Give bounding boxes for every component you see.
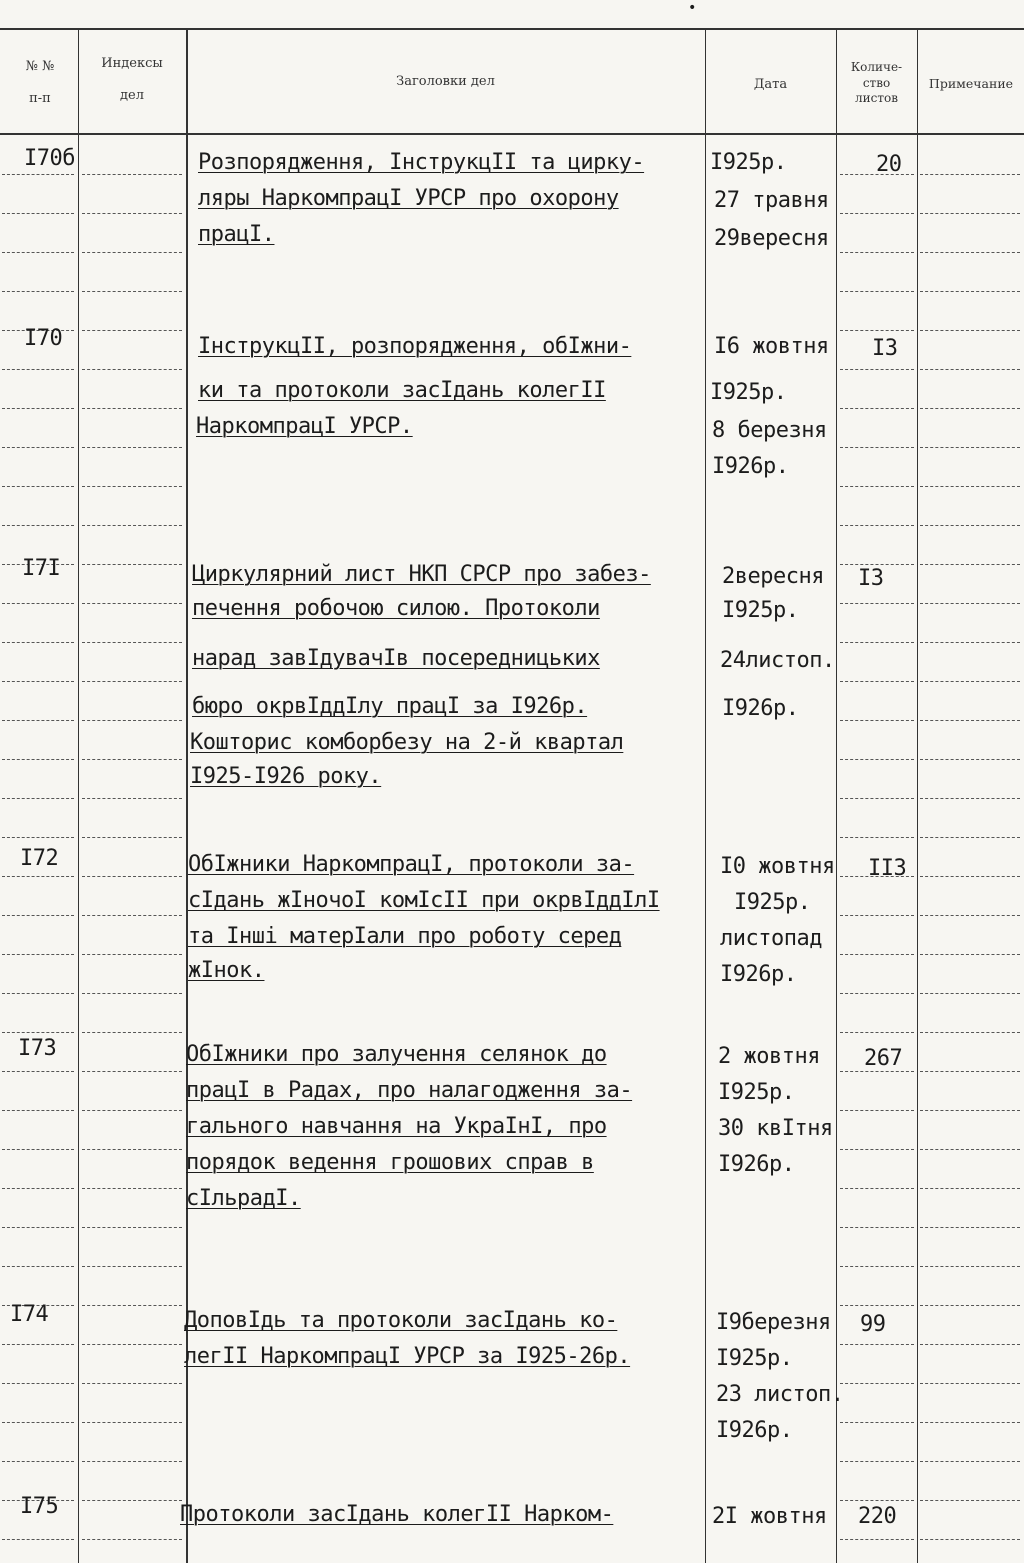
ruling-segment — [920, 1500, 1020, 1501]
ruling-segment — [2, 603, 74, 604]
ruling-segment — [840, 798, 914, 799]
header-top-border — [0, 28, 1024, 30]
ruling-segment — [2, 876, 74, 877]
ruling-segment — [920, 1422, 1020, 1423]
column-divider — [836, 28, 837, 1563]
ruling-segment — [840, 1305, 914, 1306]
header-label: Примечание — [928, 76, 1014, 91]
ruling-segment — [82, 447, 182, 448]
header-label: Количе- — [850, 60, 903, 74]
ruling-segment — [82, 1500, 182, 1501]
record-date-line: 27 травня — [714, 188, 829, 213]
ruling-segment — [2, 486, 74, 487]
ruling-segment — [2, 720, 74, 721]
ruling-segment — [840, 1032, 914, 1033]
record-number: I75 — [20, 1494, 59, 1519]
ruling-segment — [920, 1032, 1020, 1033]
record-date-line: I926р. — [716, 1418, 793, 1443]
record-date-line: листопад — [720, 926, 822, 951]
record-number: I7I — [22, 556, 61, 581]
record-title-line: ІнструкцІІ, розпорядження, обІжни- — [198, 334, 632, 359]
record-title-line: Розпорядження, ІнструкцІІ та цирку- — [198, 150, 645, 175]
record-title-line: ОбІжники НаркомпрацІ, протоколи за- — [188, 852, 635, 877]
header-label: Дата — [753, 77, 788, 92]
ruling-segment — [82, 681, 182, 682]
ruling-segment — [82, 993, 182, 994]
ruling-segment — [920, 525, 1020, 526]
header-label: ство — [862, 75, 891, 90]
record-date-line: I925р. — [718, 1080, 795, 1105]
record-title-line: печення робочою силою. Протоколи — [192, 596, 600, 621]
ruling-segment — [840, 915, 914, 916]
ruling-segment — [82, 837, 182, 838]
ruling-segment — [840, 1461, 914, 1462]
ruling-segment — [920, 1227, 1020, 1228]
ruling-segment — [2, 1227, 74, 1228]
ruling-segment — [920, 369, 1020, 370]
ruling-segment — [840, 642, 914, 643]
ruling-segment — [82, 1188, 182, 1189]
ruling-segment — [920, 447, 1020, 448]
record-date-line: I925р. — [734, 890, 811, 915]
header-label: листов — [855, 91, 898, 106]
ruling-segment — [840, 1344, 914, 1345]
ruling-segment — [82, 1149, 182, 1150]
record-sheet-count: 20 — [876, 152, 902, 177]
ruling-segment — [82, 564, 182, 565]
ruling-segment — [2, 252, 74, 253]
ruling-segment — [82, 1227, 182, 1228]
record-title-line: бюро окрвІддІлу працІ за I926р. — [192, 694, 588, 719]
ruling-segment — [82, 525, 182, 526]
record-number: I70 — [24, 326, 63, 351]
record-title-line: працІ. — [198, 222, 275, 247]
ruling-segment — [840, 1149, 914, 1150]
header-col-index — [80, 55, 184, 104]
ruling-segment — [840, 603, 914, 604]
ruling-segment — [82, 291, 182, 292]
ruling-segment — [840, 759, 914, 760]
ruling-segment — [840, 954, 914, 955]
ruling-segment — [920, 993, 1020, 994]
ruling-segment — [82, 1344, 182, 1345]
record-title-line: та Інші матерІали про роботу серед — [188, 924, 622, 949]
ruling-segment — [920, 291, 1020, 292]
ruling-segment — [2, 1539, 74, 1540]
ruling-segment — [840, 408, 914, 409]
record-sheet-count: I3 — [872, 336, 898, 361]
ruling-segment — [2, 1344, 74, 1345]
ruling-segment — [840, 330, 914, 331]
record-title-line: Кошторис комборбезу на 2-й квартал — [190, 730, 624, 755]
record-title-line: легІІ НаркомпрацІ УРСР за I925-26р. — [184, 1344, 631, 1369]
ruling-segment — [2, 1188, 74, 1189]
record-date-line: 29вересня — [714, 226, 829, 251]
ruling-segment — [82, 798, 182, 799]
record-date-line: I925р. — [722, 598, 799, 623]
ruling-segment — [920, 642, 1020, 643]
ruling-segment — [920, 330, 1020, 331]
record-title-line: ляры НаркомпрацІ УРСР про охорону — [198, 186, 619, 211]
column-divider — [78, 28, 79, 1563]
ruling-segment — [920, 1344, 1020, 1345]
record-date-line: I925р. — [710, 380, 787, 405]
ruling-segment — [840, 1227, 914, 1228]
header-col-date — [707, 76, 834, 94]
ruling-segment — [82, 876, 182, 877]
ruling-segment — [920, 1110, 1020, 1111]
ruling-segment — [2, 1032, 74, 1033]
ruling-segment — [920, 1071, 1020, 1072]
ruling-segment — [82, 174, 182, 175]
ruling-segment — [920, 174, 1020, 175]
ruling-segment — [920, 408, 1020, 409]
ruling-segment — [2, 525, 74, 526]
record-sheet-count: 267 — [864, 1046, 903, 1071]
ruling-segment — [2, 447, 74, 448]
ruling-segment — [2, 1149, 74, 1150]
record-title-line: НаркомпрацІ УРСР. — [196, 414, 413, 439]
ruling-segment — [840, 1539, 914, 1540]
ruling-segment — [920, 837, 1020, 838]
ruling-segment — [920, 915, 1020, 916]
ruling-segment — [82, 1539, 182, 1540]
ruling-segment — [840, 1266, 914, 1267]
ruling-segment — [840, 837, 914, 838]
header-col-note — [918, 76, 1024, 93]
ruling-segment — [82, 1305, 182, 1306]
ruling-segment — [920, 1383, 1020, 1384]
ruling-segment — [920, 759, 1020, 760]
record-date-line: I926р. — [720, 962, 797, 987]
ruling-segment — [840, 525, 914, 526]
record-date-line: I925р. — [710, 150, 787, 175]
record-date-line: I6 жовтня — [714, 334, 829, 359]
record-number: I74 — [10, 1302, 49, 1327]
ruling-segment — [840, 1422, 914, 1423]
ruling-segment — [920, 252, 1020, 253]
record-title-line: гального навчання на УкраІнІ, про — [186, 1114, 607, 1139]
header-col-num — [2, 58, 78, 107]
column-divider — [705, 28, 706, 1563]
ruling-segment — [82, 408, 182, 409]
ruling-segment — [920, 681, 1020, 682]
header-label: № № — [25, 59, 55, 74]
ruling-segment — [2, 1266, 74, 1267]
header-col-title — [188, 73, 703, 91]
ruling-segment — [920, 603, 1020, 604]
ruling-segment — [840, 213, 914, 214]
ruling-segment — [82, 720, 182, 721]
record-title-line: працІ в Радах, про налагодження за- — [186, 1078, 633, 1103]
ink-speck: • — [688, 0, 697, 16]
record-number: I72 — [20, 846, 59, 871]
ruling-segment — [840, 681, 914, 682]
ruling-segment — [920, 213, 1020, 214]
record-sheet-count: I3 — [858, 566, 884, 591]
ruling-segment — [2, 291, 74, 292]
ruling-segment — [840, 252, 914, 253]
ruling-segment — [840, 1110, 914, 1111]
ruling-segment — [82, 1071, 182, 1072]
ruling-segment — [2, 369, 74, 370]
ruling-segment — [840, 369, 914, 370]
record-title-line: ОбІжники про залучення селянок до — [186, 1042, 607, 1067]
ruling-segment — [2, 1071, 74, 1072]
ruling-segment — [82, 486, 182, 487]
ruling-segment — [82, 759, 182, 760]
ruling-segment — [82, 1422, 182, 1423]
ruling-segment — [2, 798, 74, 799]
ruling-segment — [920, 564, 1020, 565]
ruling-segment — [2, 837, 74, 838]
record-number: I73 — [18, 1036, 57, 1061]
ruling-segment — [2, 1383, 74, 1384]
ruling-segment — [2, 174, 74, 175]
header-label: дел — [120, 87, 144, 103]
ruling-segment — [82, 252, 182, 253]
ruling-segment — [840, 291, 914, 292]
record-date-line: 2 жовтня — [718, 1044, 820, 1069]
ruling-segment — [2, 642, 74, 643]
ruling-segment — [82, 213, 182, 214]
ruling-segment — [2, 759, 74, 760]
ruling-segment — [2, 1422, 74, 1423]
ruling-segment — [2, 954, 74, 955]
record-title-line: сІльрадІ. — [186, 1186, 301, 1211]
ruling-segment — [920, 798, 1020, 799]
record-date-line: 2I жовтня — [712, 1504, 827, 1529]
header-label: п-п — [29, 90, 51, 106]
ruling-segment — [840, 993, 914, 994]
ruling-segment — [82, 915, 182, 916]
ruling-segment — [840, 564, 914, 565]
record-title-line: ДоповІдь та протоколи засІдань ко- — [184, 1308, 618, 1333]
ruling-segment — [82, 954, 182, 955]
record-title-line: жІнок. — [188, 958, 265, 983]
record-title-line: сІдань жІночоІ комІсІІ при окрвІддІлІ — [188, 888, 660, 913]
ruling-segment — [920, 954, 1020, 955]
record-date-line: I926р. — [712, 454, 789, 479]
ruling-segment — [920, 876, 1020, 877]
ruling-segment — [920, 1188, 1020, 1189]
record-date-line: 8 березня — [712, 418, 827, 443]
ruling-segment — [840, 447, 914, 448]
ruling-segment — [82, 1110, 182, 1111]
ruling-segment — [2, 993, 74, 994]
ruling-segment — [920, 486, 1020, 487]
header-label: Индексы — [101, 56, 163, 71]
ruling-segment — [920, 1305, 1020, 1306]
record-title-line: порядок ведення грошових справ в — [186, 1150, 594, 1175]
record-date-line: I925р. — [716, 1346, 793, 1371]
record-sheet-count: 99 — [860, 1312, 886, 1337]
ruling-segment — [82, 1266, 182, 1267]
ruling-segment — [2, 1110, 74, 1111]
ruling-segment — [840, 1188, 914, 1189]
ruling-segment — [920, 1149, 1020, 1150]
ruling-segment — [920, 1266, 1020, 1267]
record-date-line: 23 листоп. — [716, 1382, 844, 1407]
ruling-segment — [920, 1539, 1020, 1540]
ruling-segment — [2, 681, 74, 682]
column-divider — [917, 28, 918, 1563]
record-sheet-count: 220 — [858, 1504, 897, 1529]
record-title-line: Циркулярний лист НКП СРСР про забез- — [192, 562, 651, 587]
header-bottom-border — [0, 133, 1024, 135]
record-date-line: I926р. — [722, 696, 799, 721]
ruling-segment — [840, 1500, 914, 1501]
ruling-segment — [82, 603, 182, 604]
record-date-line: 2вересня — [722, 564, 824, 589]
ruling-segment — [82, 1461, 182, 1462]
record-title-line: ки та протоколи засІдань колегІІ — [198, 378, 606, 403]
record-sheet-count: II3 — [868, 856, 907, 881]
ruling-segment — [2, 1461, 74, 1462]
record-number: I70б — [24, 146, 75, 171]
record-title-line: Протоколи засІдань колегІІ Нарком- — [180, 1502, 614, 1527]
ruling-segment — [82, 330, 182, 331]
ruling-segment — [82, 369, 182, 370]
ruling-segment — [840, 720, 914, 721]
record-date-line: 24листоп. — [720, 648, 835, 673]
ruling-segment — [920, 1461, 1020, 1462]
ruling-segment — [2, 408, 74, 409]
ruling-segment — [920, 720, 1020, 721]
ruling-segment — [840, 1071, 914, 1072]
record-title-line: нарад завІдувачІв посередницьких — [192, 646, 600, 671]
record-title-line: I925-I926 року. — [190, 764, 382, 789]
ruling-segment — [2, 915, 74, 916]
ruling-segment — [840, 1383, 914, 1384]
ruling-segment — [82, 1032, 182, 1033]
record-date-line: I9березня — [716, 1310, 831, 1335]
ruling-segment — [82, 1383, 182, 1384]
ruling-segment — [2, 213, 74, 214]
record-date-line: 30 квІтня — [718, 1116, 833, 1141]
record-date-line: I0 жовтня — [720, 854, 835, 879]
record-date-line: I926р. — [718, 1152, 795, 1177]
ruling-segment — [840, 486, 914, 487]
header-label: Заголовки дел — [396, 74, 495, 89]
header-col-count — [838, 60, 915, 107]
ruling-segment — [82, 642, 182, 643]
